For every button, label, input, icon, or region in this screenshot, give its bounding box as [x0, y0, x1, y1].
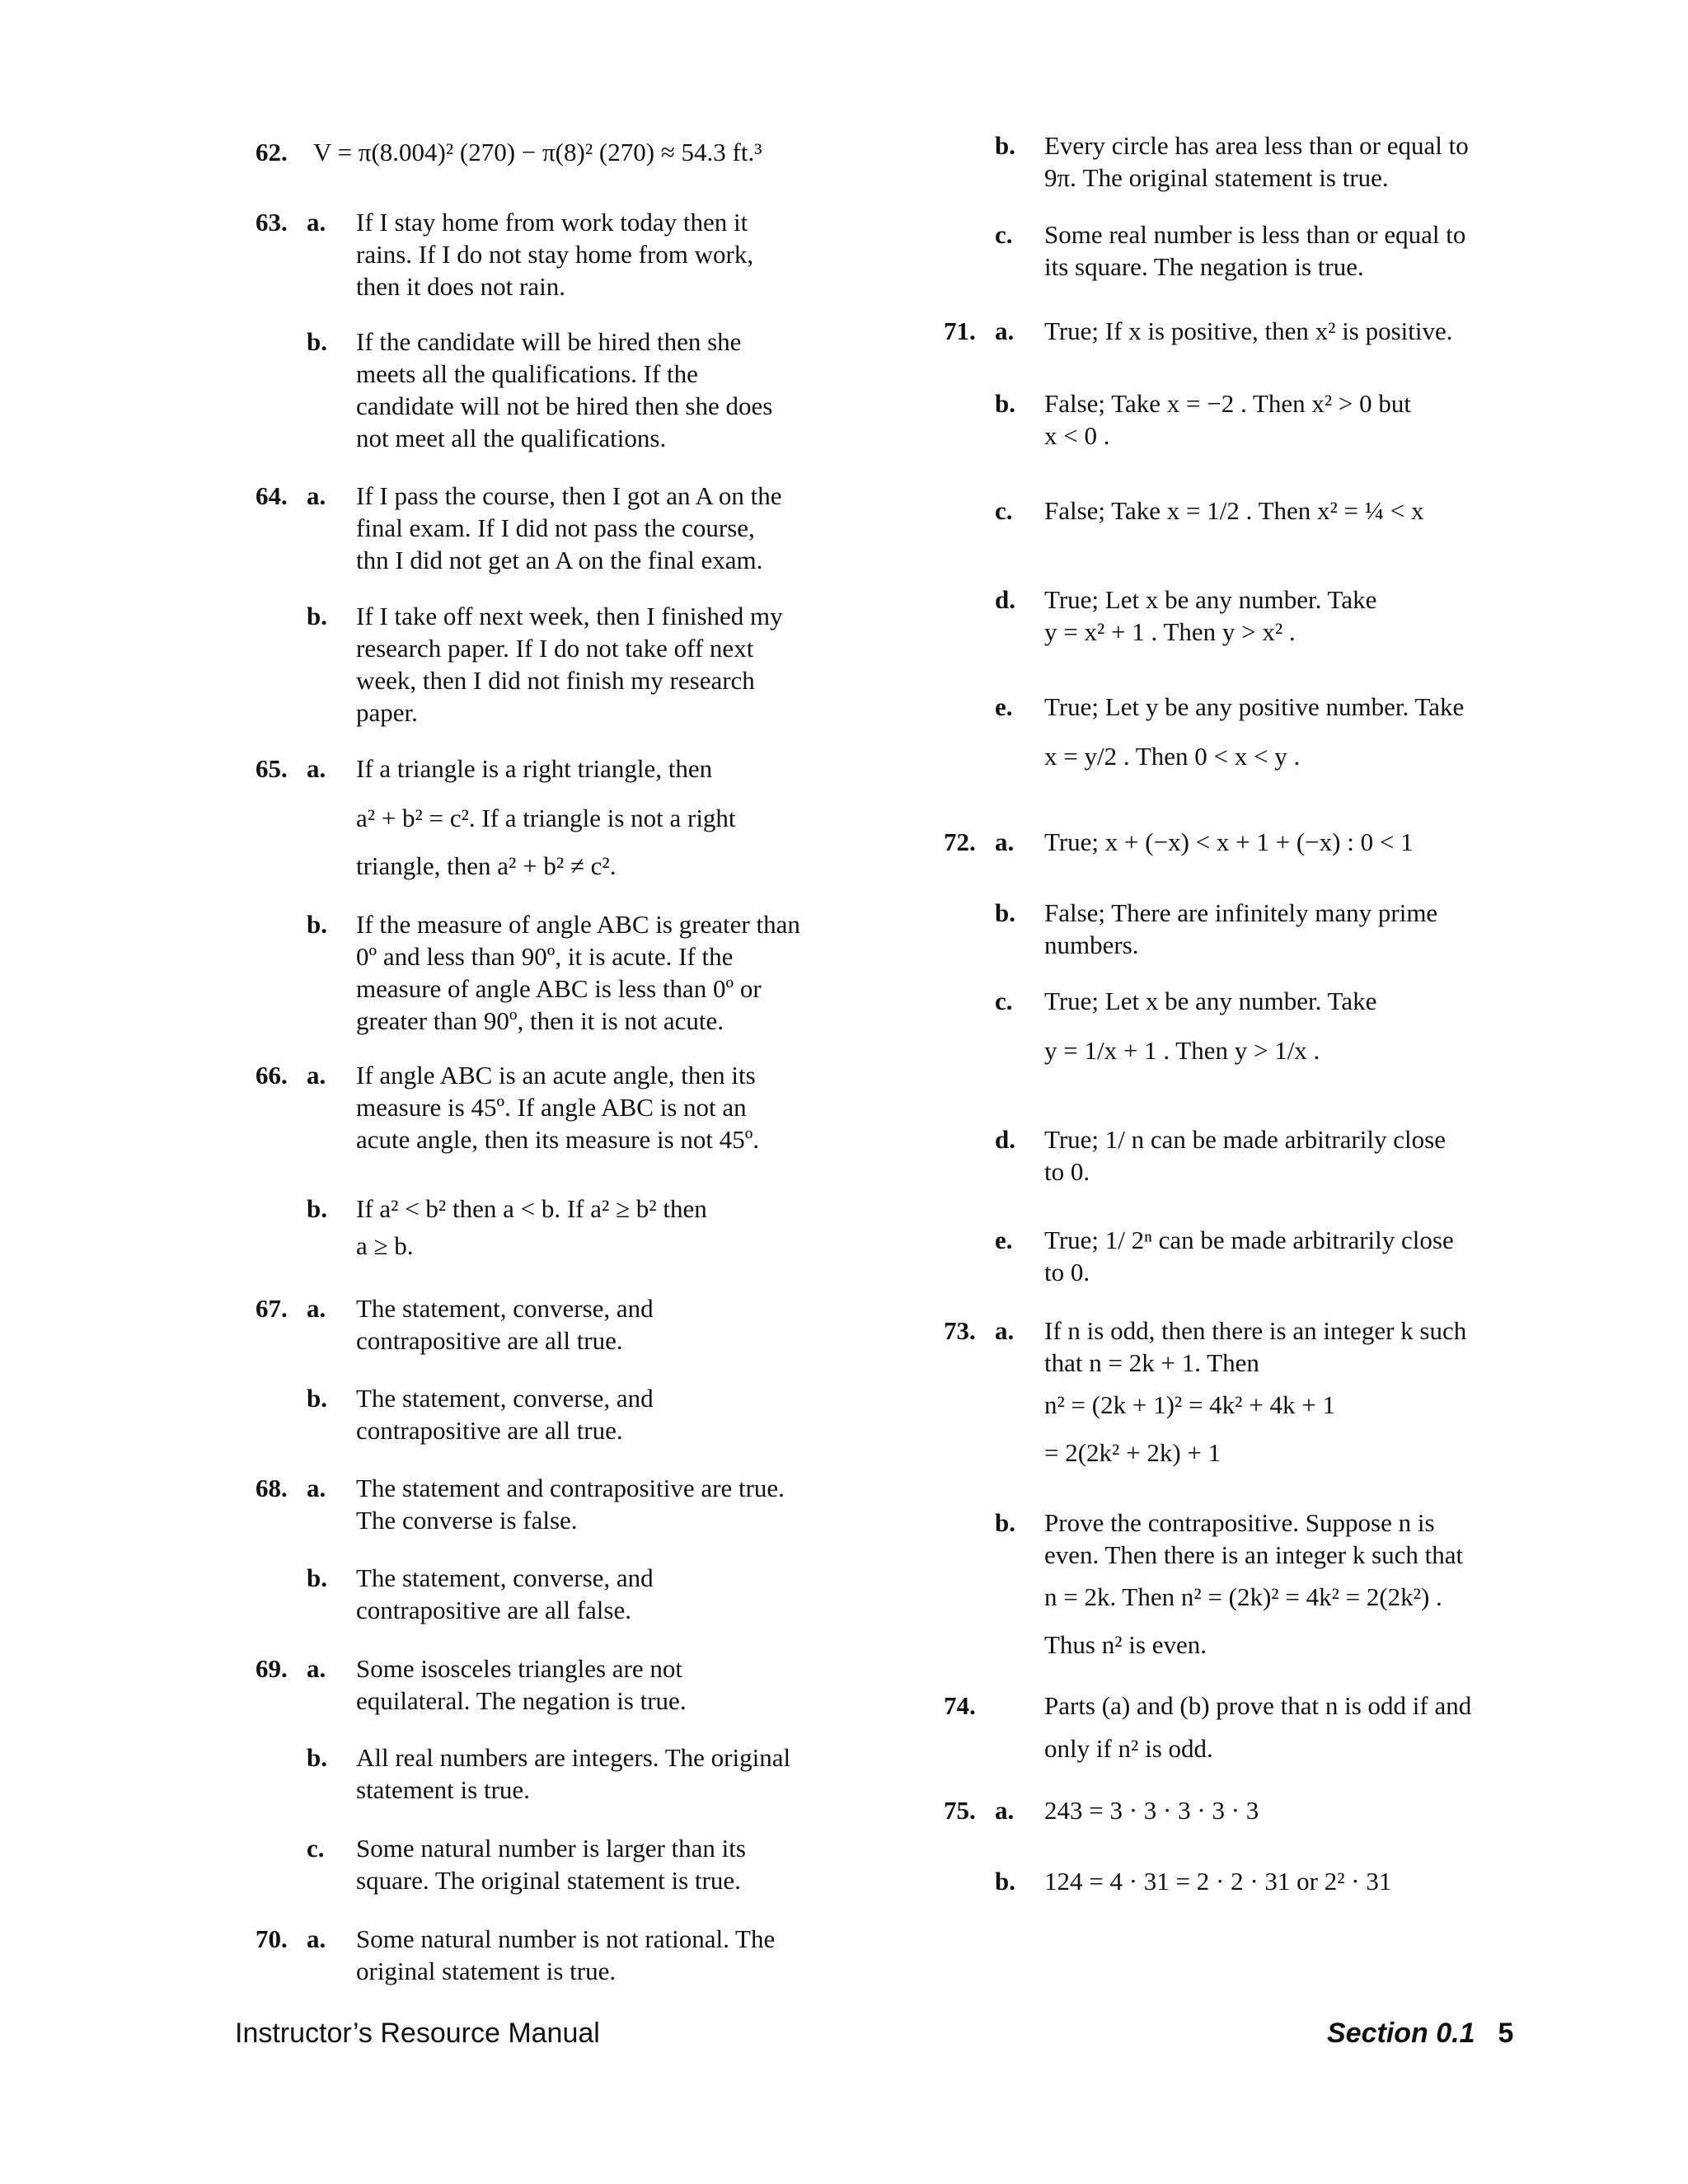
answer-line: The converse is false.	[356, 1506, 578, 1535]
answer-line: only if n² is odd.	[1044, 1734, 1213, 1763]
problem-number: 70.	[256, 1924, 288, 1953]
part-label: b.	[995, 898, 1015, 927]
answer-line: 0º and less than 90º, it is acute. If the	[356, 942, 734, 971]
part-label: b.	[995, 1867, 1015, 1896]
answer-line: The statement and contrapositive are true.	[356, 1474, 785, 1502]
answer-line: V = π(8.004)² (270) − π(8)² (270) ≈ 54.3 ft.³	[313, 138, 762, 166]
answer-line: False; Take x = −2 . Then x² > 0 but	[1044, 389, 1412, 418]
part-label: d.	[995, 1125, 1015, 1154]
page-number: 5	[1498, 2018, 1514, 2049]
answer-line: If angle ABC is an acute angle, then its	[356, 1061, 756, 1090]
answer-line: If a² < b² then a < b. If a² ≥ b² then	[356, 1194, 707, 1223]
part-label: c.	[307, 1834, 325, 1863]
answer-line: to 0.	[1044, 1258, 1090, 1286]
answer-line: final exam. If I did not pass the course,	[356, 513, 755, 542]
answer-line: Some isosceles triangles are not	[356, 1654, 683, 1683]
answer-line: thn I did not get an A on the final exam.	[356, 546, 763, 574]
part-label: a.	[995, 1316, 1015, 1345]
answer-line: paper.	[356, 698, 418, 727]
answer-line: False; Take x = 1/2 . Then x² = ¼ < x	[1044, 496, 1424, 525]
part-label: b.	[307, 1743, 327, 1772]
problem-number: 71.	[944, 316, 976, 345]
problem-number: 62.	[256, 138, 288, 166]
part-label: a.	[307, 1474, 326, 1502]
answer-line: statement is true.	[356, 1775, 530, 1804]
footer-section	[1327, 2018, 1513, 2050]
answer-line: True; 1/ n can be made arbitrarily close	[1044, 1125, 1446, 1154]
answer-line: The statement, converse, and	[356, 1294, 654, 1323]
part-label: b.	[307, 1384, 327, 1413]
part-label: b.	[307, 602, 327, 630]
answer-line: True; x + (−x) < x + 1 + (−x) : 0 < 1	[1044, 827, 1414, 856]
answer-line: not meet all the qualifications.	[356, 424, 667, 452]
answer-line: then it does not rain.	[356, 272, 565, 301]
answer-line: Some real number is less than or equal to	[1044, 220, 1466, 249]
answer-line: that n = 2k + 1. Then	[1044, 1348, 1259, 1377]
problem-number: 72.	[944, 827, 976, 856]
part-label: e.	[995, 692, 1013, 721]
answer-line: Some natural number is larger than its	[356, 1834, 746, 1863]
answer-line: y = 1/x + 1 . Then y > 1/x .	[1044, 1036, 1320, 1065]
answer-line: x = y/2 . Then 0 < x < y .	[1044, 742, 1301, 771]
part-label: a.	[307, 1294, 326, 1323]
problem-number: 67.	[256, 1294, 288, 1323]
answer-line: If I stay home from work today then it	[356, 208, 748, 237]
answer-line: numbers.	[1044, 930, 1139, 959]
problem-number: 65.	[256, 754, 288, 783]
answer-line: even. Then there is an integer k such that	[1044, 1540, 1464, 1569]
answer-line: True; Let y be any positive number. Take	[1044, 692, 1465, 721]
answer-line: The statement, converse, and	[356, 1563, 654, 1592]
answer-line: If I take off next week, then I finished my	[356, 602, 783, 630]
answer-line: True; 1/ 2ⁿ can be made arbitrarily close	[1044, 1226, 1454, 1254]
part-label: d.	[995, 585, 1015, 614]
footer-title: Instructor’s Resource Manual	[235, 2018, 600, 2049]
part-label: b.	[307, 1563, 327, 1592]
answer-line: 9π. The original statement is true.	[1044, 163, 1389, 192]
part-label: b.	[995, 1508, 1015, 1537]
problem-number: 74.	[944, 1691, 976, 1720]
answer-line: False; There are infinitely many prime	[1044, 898, 1438, 927]
part-label: a.	[995, 827, 1015, 856]
problem-number: 75.	[944, 1796, 976, 1825]
answer-line: If I pass the course, then I got an A on the	[356, 481, 782, 510]
part-label: b.	[307, 910, 327, 939]
answer-line: Every circle has area less than or equal to	[1044, 131, 1469, 160]
answer-line: triangle, then a² + b² ≠ c².	[356, 851, 617, 880]
answer-line: n = 2k. Then n² = (2k)² = 4k² = 2(2k²) .	[1044, 1582, 1442, 1611]
answer-line: contrapositive are all false.	[356, 1596, 631, 1624]
part-label: b.	[307, 1194, 327, 1223]
answer-line: to 0.	[1044, 1157, 1090, 1186]
answer-line: Some natural number is not rational. The	[356, 1924, 776, 1953]
part-label: a.	[307, 481, 326, 510]
answer-line: original statement is true.	[356, 1957, 617, 1985]
problem-number: 69.	[256, 1654, 288, 1683]
answer-line: True; Let x be any number. Take	[1044, 987, 1377, 1015]
answer-line: All real numbers are integers. The original	[356, 1743, 791, 1772]
part-label: a.	[307, 754, 326, 783]
answer-line: If a triangle is a right triangle, then	[356, 754, 713, 783]
answer-line: True; If x is positive, then x² is positive.	[1044, 316, 1453, 345]
problem-number: 64.	[256, 481, 288, 510]
part-label: a.	[995, 1796, 1015, 1825]
answer-line: contrapositive are all true.	[356, 1416, 623, 1445]
answer-line: equilateral. The negation is true.	[356, 1686, 687, 1715]
answer-line: x < 0 .	[1044, 421, 1110, 450]
part-label: c.	[995, 987, 1013, 1015]
answer-line: The statement, converse, and	[356, 1384, 654, 1413]
problem-number: 73.	[944, 1316, 976, 1345]
problem-number: 66.	[256, 1061, 288, 1090]
answer-line: acute angle, then its measure is not 45º.	[356, 1125, 760, 1154]
part-label: a.	[307, 1061, 326, 1090]
answer-line: Parts (a) and (b) prove that n is odd if and	[1044, 1691, 1472, 1720]
part-label: e.	[995, 1226, 1013, 1254]
answer-line: = 2(2k² + 2k) + 1	[1044, 1438, 1221, 1467]
answer-line: measure of angle ABC is less than 0º or	[356, 974, 762, 1003]
part-label: c.	[995, 220, 1013, 249]
answer-line: If the candidate will be hired then she	[356, 327, 742, 356]
answer-line: candidate will not be hired then she does	[356, 391, 773, 420]
answer-line: rains. If I do not stay home from work,	[356, 240, 754, 269]
answer-line: n² = (2k + 1)² = 4k² + 4k + 1	[1044, 1390, 1335, 1419]
answer-line: 243 = 3 · 3 · 3 · 3 · 3	[1044, 1796, 1259, 1825]
answer-line: contrapositive are all true.	[356, 1326, 623, 1355]
section-label: Section 0.1	[1327, 2018, 1475, 2049]
answer-line: If n is odd, then there is an integer k such	[1044, 1316, 1467, 1345]
answer-line: Prove the contrapositive. Suppose n is	[1044, 1508, 1435, 1537]
part-label: a.	[307, 1924, 326, 1953]
problem-number: 68.	[256, 1474, 288, 1502]
answer-line: y = x² + 1 . Then y > x² .	[1044, 617, 1296, 646]
part-label: c.	[995, 496, 1013, 525]
answer-line: square. The original statement is true.	[356, 1866, 741, 1895]
part-label: a.	[307, 208, 326, 237]
answer-line: a ≥ b.	[356, 1231, 414, 1260]
answer-line: If the measure of angle ABC is greater than	[356, 910, 800, 939]
answer-line: week, then I did not finish my research	[356, 666, 755, 695]
part-label: a.	[995, 316, 1015, 345]
answer-line: measure is 45º. If angle ABC is not an	[356, 1093, 747, 1122]
answer-line: meets all the qualifications. If the	[356, 359, 698, 388]
answer-line: 124 = 4 · 31 = 2 · 2 · 31 or 2² · 31	[1044, 1867, 1392, 1896]
part-label: b.	[995, 389, 1015, 418]
part-label: b.	[307, 327, 327, 356]
answer-line: its square. The negation is true.	[1044, 252, 1364, 281]
answer-line: Thus n² is even.	[1044, 1630, 1207, 1659]
answer-line: True; Let x be any number. Take	[1044, 585, 1377, 614]
problem-number: 63.	[256, 208, 288, 237]
part-label: a.	[307, 1654, 326, 1683]
answer-line: greater than 90º, then it is not acute.	[356, 1006, 724, 1035]
answer-line: a² + b² = c². If a triangle is not a right	[356, 804, 736, 832]
part-label: b.	[995, 131, 1015, 160]
answer-line: research paper. If I do not take off next	[356, 634, 754, 663]
